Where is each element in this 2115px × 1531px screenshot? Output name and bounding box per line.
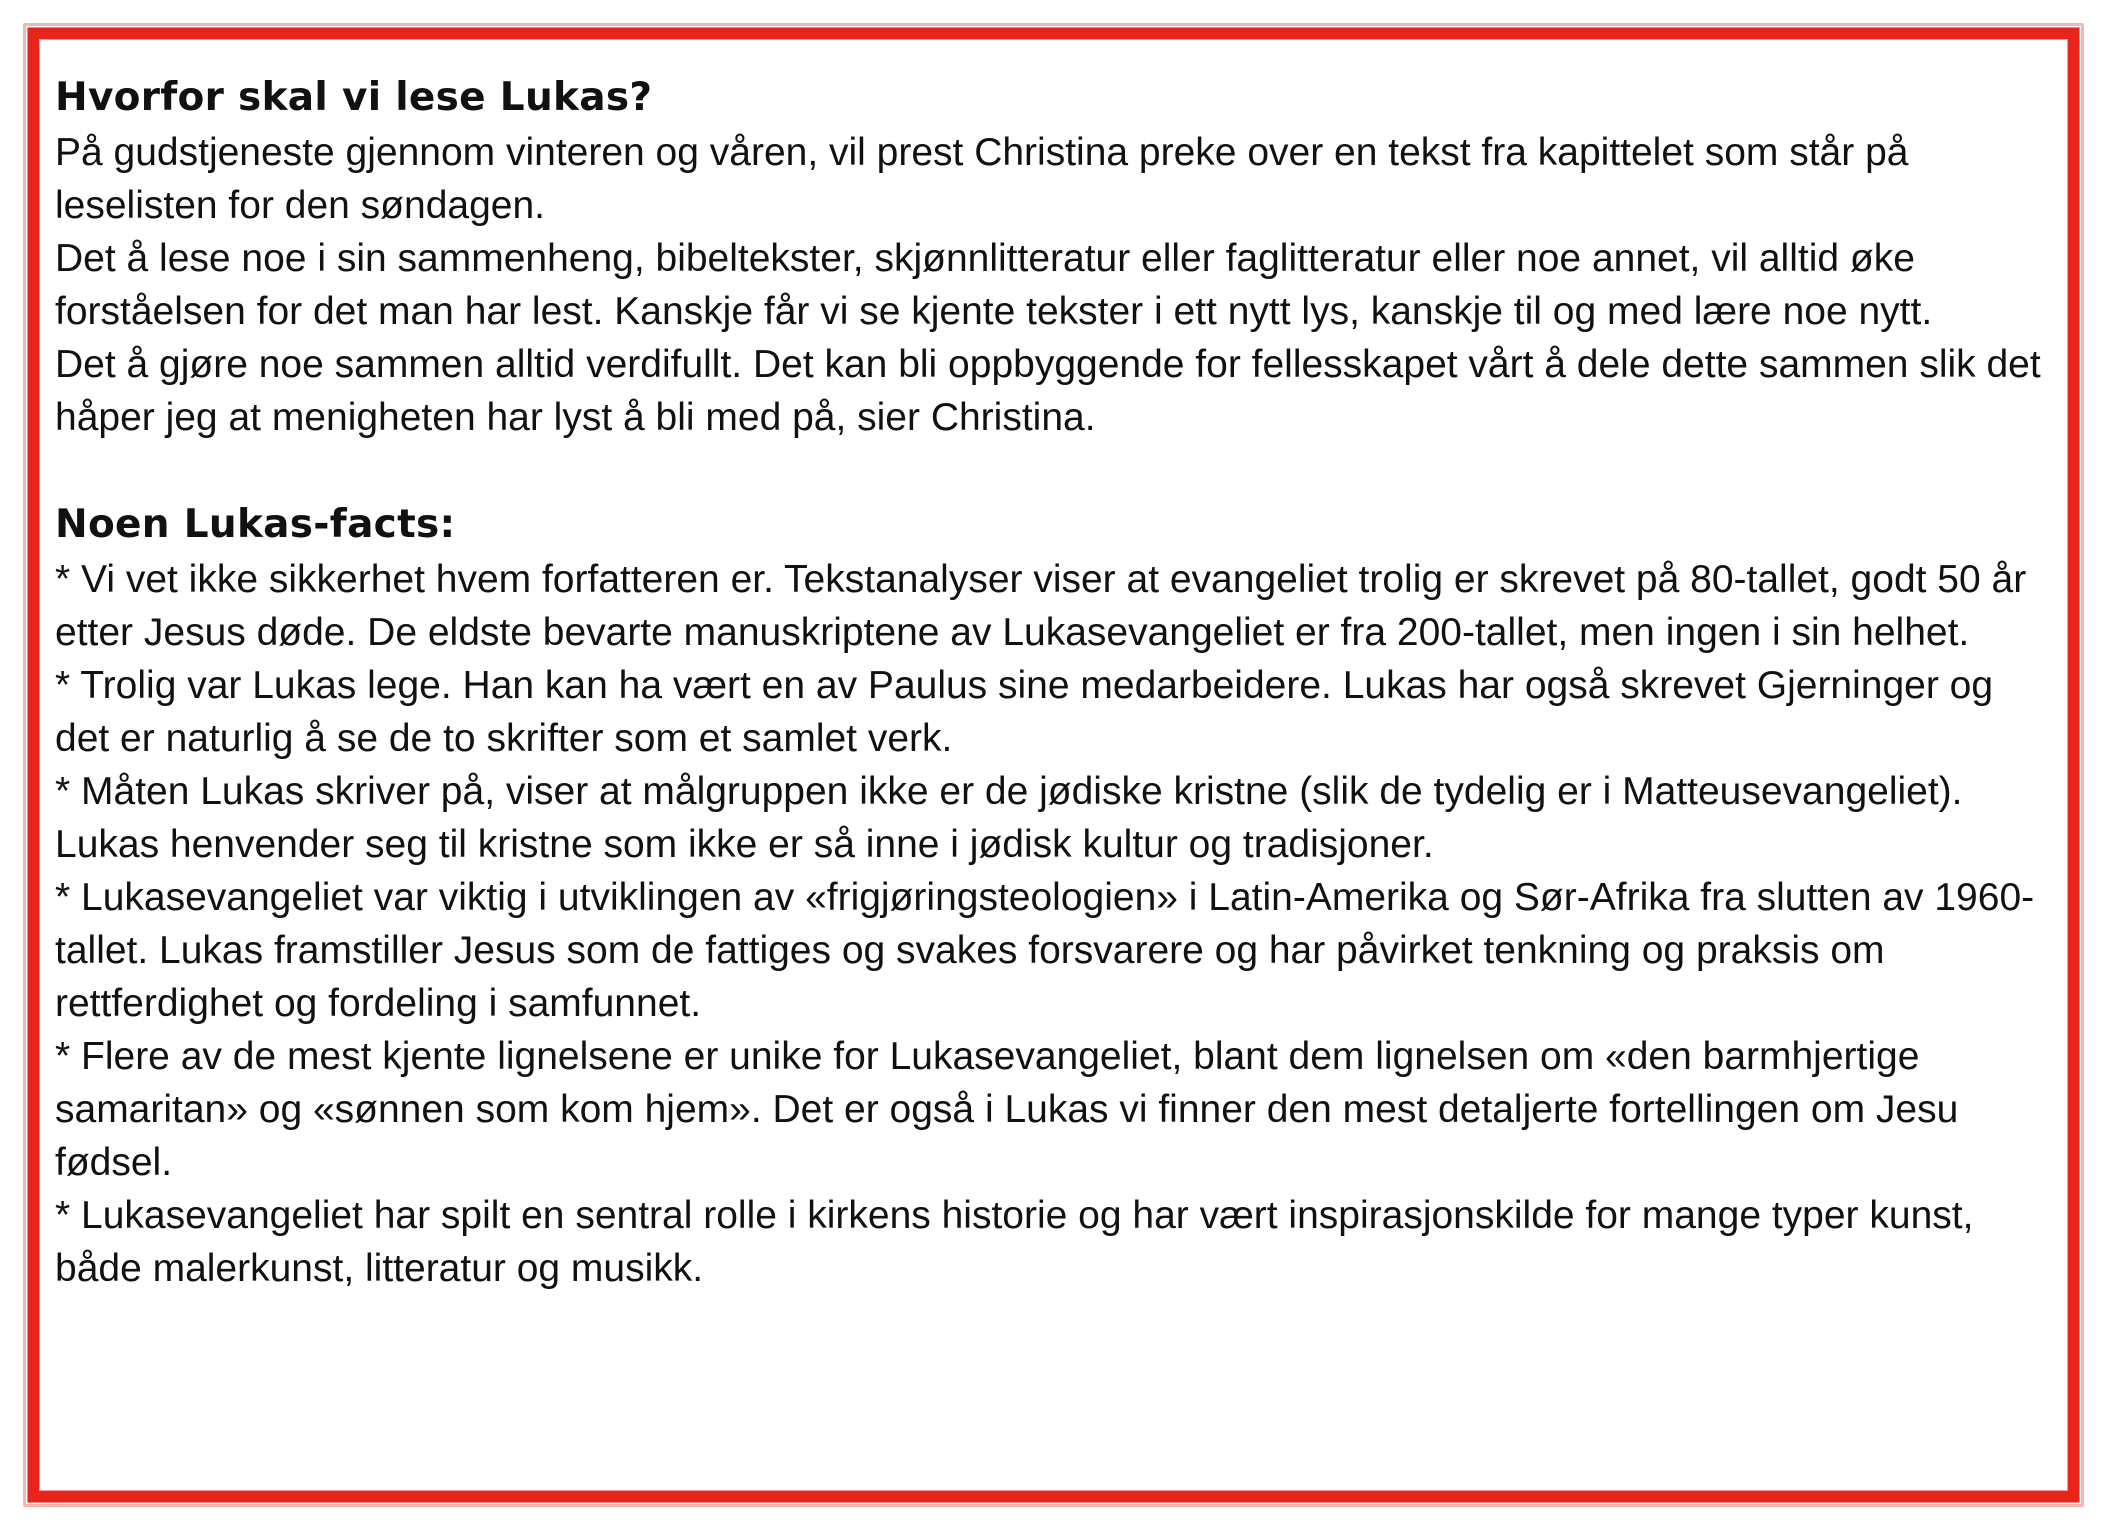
fact-item-liberation-theology: * Lukasevangeliet var viktig i utviklingen av «frigjøringsteologien» i Latin-Amerika og Sør-Afrika fra slutten av 1960-tallet. Lukas framstiller Jesus som de fattiges og svakes forsvarere og har påvirket tenkning og praksis om rettferdighet og fordeling i samfunnet. (55, 876, 2035, 1025)
fact-item-audience: * Måten Lukas skriver på, viser at målgruppen ikke er de jødiske kristne (slik de tydelig er i Matteusevangeliet). Lukas henvender seg til kristne som ikke er så inne i jødisk kultur og tradisjoner. (55, 770, 1963, 866)
fact-item-author: * Vi vet ikke sikkerhet hvem forfatteren er. Tekstanalyser viser at evangeliet trolig er skrevet på 80-tallet, godt 50 år etter Jesus døde. De eldste bevarte manuskriptene av Lukasevangeliet er fra 200-tallet, men ingen i sin helhet. (55, 558, 2027, 654)
document-body (55, 70, 2055, 1295)
fact-item-physician: * Trolig var Lukas lege. Han kan ha vært en av Paulus sine medarbeidere. Lukas har også skrevet Gjerninger og det er naturlig å se de to skrifter som et samlet verk. (55, 664, 1994, 760)
paragraph-intro-2: Det å lese noe i sin sammenheng, bibeltekster, skjønnlitteratur eller faglitteratur eller noe annet, vil alltid øke forståelsen for det man har lest. Kanskje får vi se kjente tekster i ett nytt lys, kanskje til og med lære noe nytt. (55, 237, 1933, 333)
fact-item-parables: * Flere av de mest kjente lignelsene er unike for Lukasevangeliet, blant dem lignelsen om «den barmhjertige samaritan» og «sønnen som kom hjem». Det er også i Lukas vi finner den mest detaljerte fortellingen om Jesu fødsel. (55, 1035, 1959, 1184)
heading-luke-facts: Noen Lukas-facts: (55, 502, 456, 547)
paragraph-intro-3: Det å gjøre noe sammen alltid verdifullt. Det kan bli oppbyggende for fellesskapet vårt å dele dette sammen slik det håper jeg at menigheten har lyst å bli med på, sier Christina. (55, 343, 2041, 439)
fact-item-art-inspiration: * Lukasevangeliet har spilt en sentral rolle i kirkens historie og har vært inspirasjonskilde for mange typer kunst, både malerkunst, litteratur og musikk. (55, 1194, 1974, 1290)
heading-why-read-luke: Hvorfor skal vi lese Lukas? (55, 75, 653, 120)
section-spacer (55, 444, 2055, 497)
paragraph-intro-1: På gudstjeneste gjennom vinteren og våren, vil prest Christina preke over en tekst fra kapittelet som står på leselisten for den søndagen. (55, 131, 1909, 227)
